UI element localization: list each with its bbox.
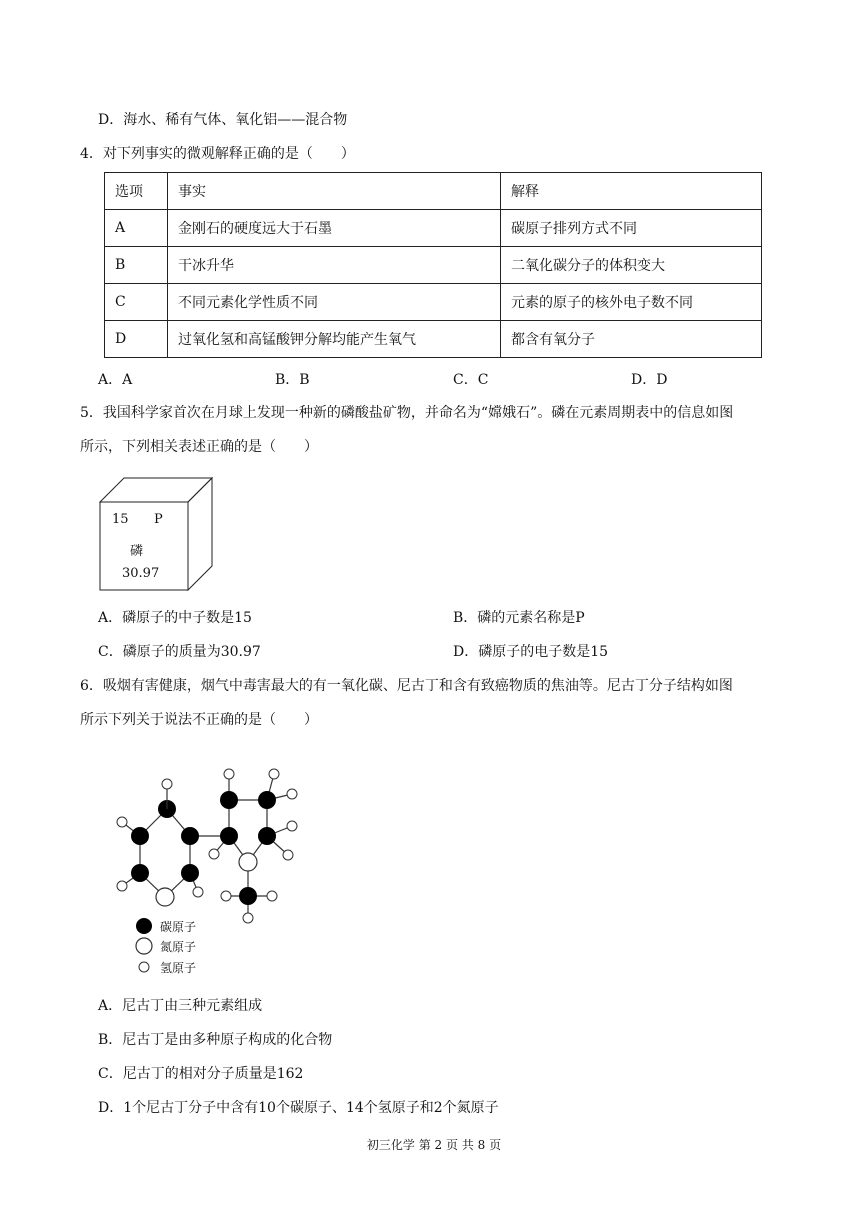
table-cell: 干冰升华 bbox=[168, 247, 501, 284]
q6-option-d: D．1个尼古丁分子中含有10个碳原子、14个氢原子和2个氮原子 bbox=[98, 1100, 499, 1116]
hydrogen-atom bbox=[221, 891, 231, 901]
element-mass: 30.97 bbox=[122, 566, 160, 581]
carbon-atom bbox=[220, 791, 238, 809]
legend-nitrogen-marker bbox=[136, 938, 152, 954]
legend-hydrogen-label: 氢原子 bbox=[160, 961, 197, 975]
table-cell: 碳原子排列方式不同 bbox=[501, 210, 762, 247]
table-cell: 元素的原子的核外电子数不同 bbox=[501, 284, 762, 321]
table-cell: C bbox=[105, 284, 168, 321]
q6-option-b: B．尼古丁是由多种原子构成的化合物 bbox=[98, 1032, 333, 1048]
table-row bbox=[105, 321, 762, 358]
carbon-atom bbox=[131, 827, 149, 845]
hydrogen-atom bbox=[269, 769, 279, 779]
legend-hydrogen-marker bbox=[139, 962, 149, 972]
table-row bbox=[105, 210, 762, 247]
q4-table bbox=[104, 172, 762, 358]
table-cell: 二氧化碳分子的体积变大 bbox=[501, 247, 762, 284]
nitrogen-atom bbox=[156, 888, 174, 906]
hydrogen-atom bbox=[209, 849, 219, 859]
table-cell: D bbox=[105, 321, 168, 358]
hydrogen-atom bbox=[162, 779, 172, 789]
table-cell: 金刚石的硬度远大于石墨 bbox=[168, 210, 501, 247]
q3-option-d: D．海水、稀有气体、氧化铝——混合物 bbox=[98, 112, 348, 128]
hydrogen-atom bbox=[224, 769, 234, 779]
legend-carbon-label: 碳原子 bbox=[160, 920, 197, 934]
q4-option-a: A．A bbox=[98, 372, 133, 388]
q4-option-b: B．B bbox=[275, 372, 310, 388]
q6-option-c: C．尼古丁的相对分子质量是162 bbox=[98, 1066, 304, 1082]
table-cell: A bbox=[105, 210, 168, 247]
q4-stem: 4．对下列事实的微观解释正确的是（ ） bbox=[80, 146, 355, 162]
q5-stem-line1: 5．我国科学家首次在月球上发现一种新的磷酸盐矿物，并命名为“嫦娥石”。磷在元素周期表中的信息如图 bbox=[80, 405, 734, 421]
carbon-atom bbox=[239, 887, 257, 905]
hydrogen-atom bbox=[243, 913, 253, 923]
hydrogen-atom bbox=[287, 821, 297, 831]
hydrogen-atom bbox=[117, 817, 127, 827]
q4-option-d: D．D bbox=[631, 372, 668, 388]
table-cell: 都含有氧分子 bbox=[501, 321, 762, 358]
q5-stem-line2: 所示，下列相关表述正确的是（ ） bbox=[80, 439, 318, 455]
carbon-atom bbox=[181, 827, 199, 845]
q6-stem-line1: 6．吸烟有害健康，烟气中毒害最大的有一氧化碳、尼古丁和含有致癌物质的焦油等。尼古丁分子结构如图 bbox=[80, 678, 733, 694]
table-cell: B bbox=[105, 247, 168, 284]
q5-option-c: C．磷原子的质量为30.97 bbox=[98, 644, 261, 660]
table-cell: 过氧化氢和高锰酸钾分解均能产生氧气 bbox=[168, 321, 501, 358]
carbon-atom bbox=[131, 864, 149, 882]
q5-option-b: B．磷的元素名称是P bbox=[453, 610, 585, 626]
nicotine-structure-diagram bbox=[110, 760, 310, 980]
q6-stem-line2: 所示下列关于说法不正确的是（ ） bbox=[80, 712, 318, 728]
carbon-atom bbox=[258, 827, 276, 845]
hydrogen-atom bbox=[193, 887, 203, 897]
table-row bbox=[105, 284, 762, 321]
element-symbol: P bbox=[154, 512, 163, 527]
carbon-atom bbox=[258, 791, 276, 809]
table-header-cell: 选项 bbox=[105, 173, 168, 210]
element-number: 15 bbox=[112, 512, 129, 527]
hydrogen-atom bbox=[117, 881, 127, 891]
element-name: 磷 bbox=[130, 544, 144, 559]
q5-option-d: D．磷原子的电子数是15 bbox=[453, 644, 609, 660]
hydrogen-atom bbox=[287, 789, 297, 799]
carbon-atom bbox=[220, 827, 238, 845]
molecule-svg bbox=[110, 760, 310, 980]
table-header-cell: 解释 bbox=[501, 173, 762, 210]
element-card bbox=[98, 476, 214, 592]
hydrogen-atom bbox=[267, 891, 277, 901]
q5-option-a: A．磷原子的中子数是15 bbox=[98, 610, 252, 626]
q4-option-c: C．C bbox=[453, 372, 489, 388]
legend-nitrogen-label: 氮原子 bbox=[160, 940, 197, 954]
table-header-row bbox=[105, 173, 762, 210]
legend-carbon-marker bbox=[136, 918, 152, 934]
carbon-atom bbox=[181, 864, 199, 882]
page-footer: 初三化学 第 2 页 共 8 页 bbox=[366, 1138, 502, 1152]
table-row bbox=[105, 247, 762, 284]
q6-option-a: A．尼古丁由三种元素组成 bbox=[98, 998, 263, 1014]
hydrogen-atom bbox=[283, 850, 293, 860]
table-cell: 不同元素化学性质不同 bbox=[168, 284, 501, 321]
nitrogen-atom bbox=[239, 853, 257, 871]
table-header-cell: 事实 bbox=[168, 173, 501, 210]
